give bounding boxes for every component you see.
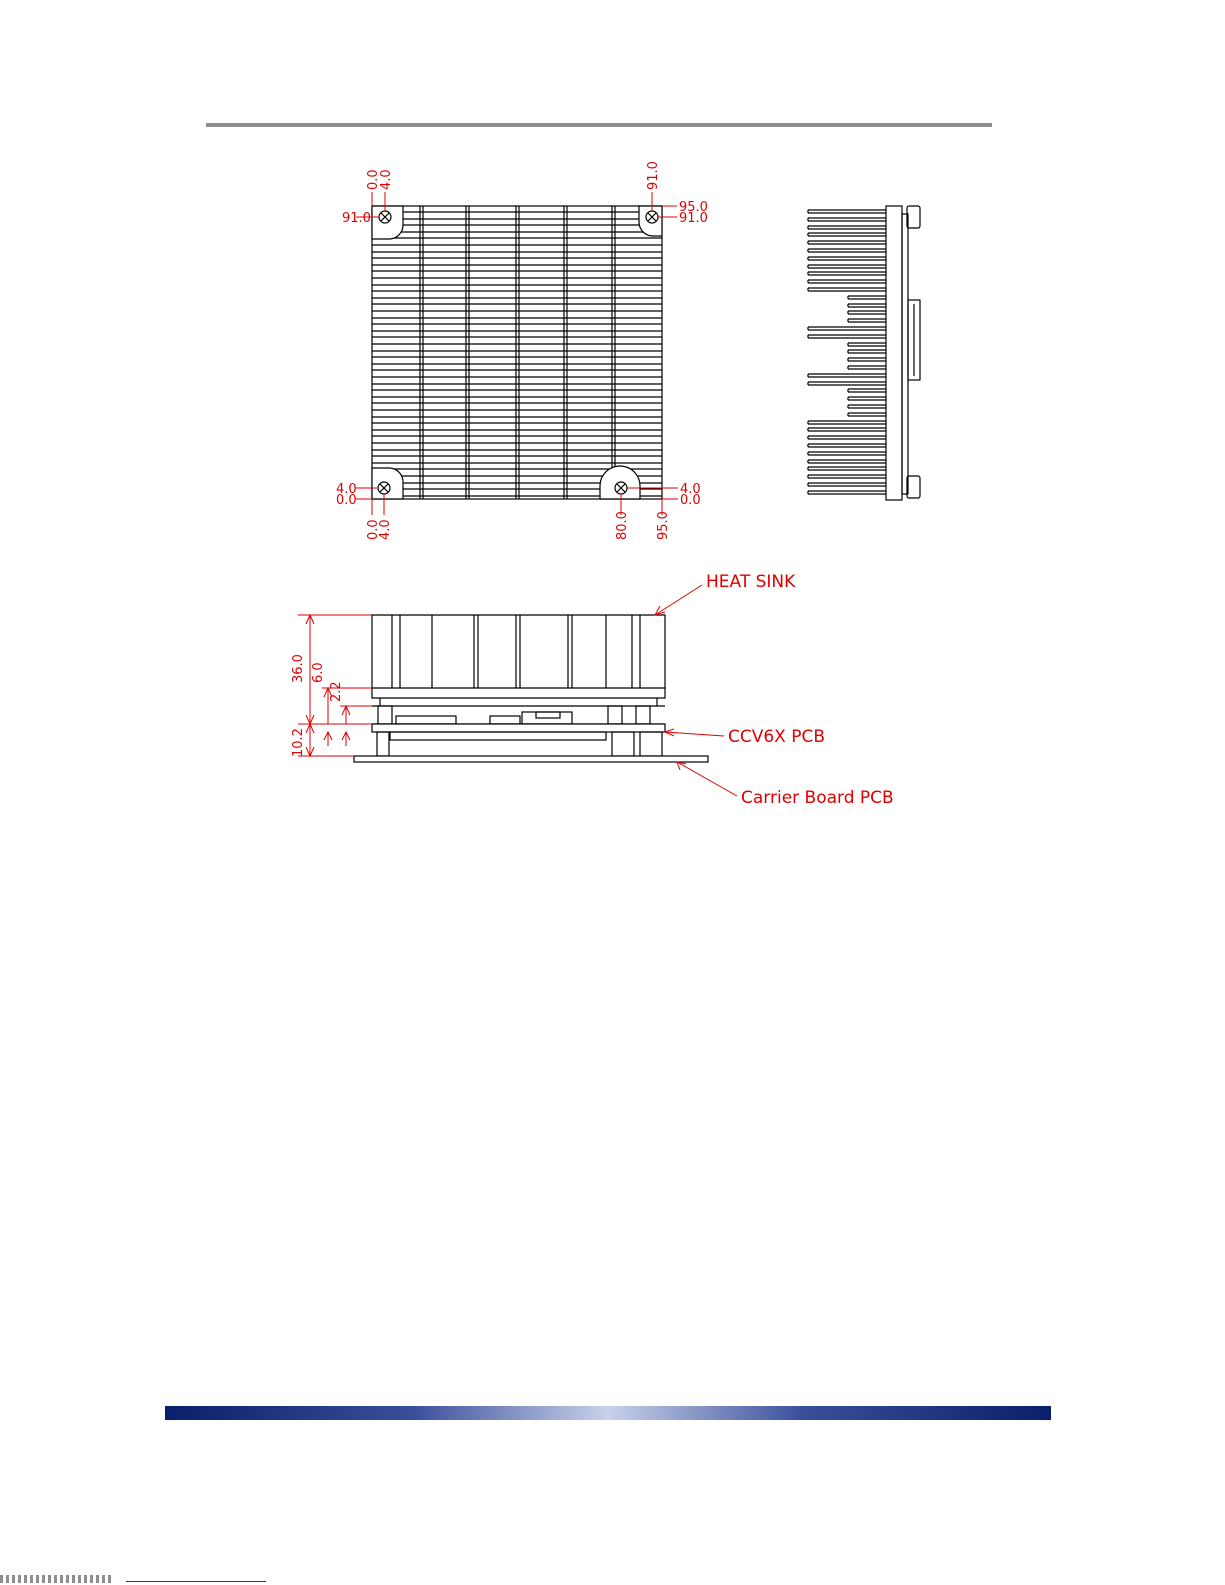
dim-label: 0.0	[680, 493, 701, 508]
top-view	[372, 206, 662, 499]
dim-label: 95.0	[656, 511, 671, 540]
dim-label: 91.0	[679, 211, 708, 226]
footer-text-fragment	[0, 1575, 112, 1583]
front-view	[354, 615, 708, 762]
boss-top-right	[639, 206, 662, 236]
dim-label: 6.0	[311, 662, 326, 683]
dim-label: 36.0	[291, 654, 306, 683]
dim-label: 4.0	[379, 169, 394, 190]
side-pcb	[902, 214, 908, 494]
dim-label: 91.0	[646, 161, 661, 190]
front-slots	[392, 615, 640, 688]
callout-heat-sink: HEAT SINK	[706, 572, 796, 592]
carrier-board-pcb	[354, 756, 708, 762]
heatsink-outline	[372, 206, 662, 499]
side-fins	[808, 210, 886, 494]
side-stud-top	[907, 206, 920, 228]
module-pcb	[372, 724, 665, 732]
dim-label: 4.0	[378, 519, 393, 540]
side-view	[808, 206, 920, 500]
callout-carrier-pcb: Carrier Board PCB	[741, 788, 894, 808]
dim-label: 0.0	[366, 519, 381, 540]
front-heatsink-outline	[372, 615, 665, 698]
dim-label: 10.2	[291, 728, 306, 757]
footer-gradient-bar	[165, 1406, 1051, 1420]
callout-module-pcb: CCV6X PCB	[728, 727, 826, 747]
front-view-dimension-lines	[298, 585, 737, 796]
rib-lines	[420, 206, 615, 499]
front-view-dimension-labels	[291, 654, 344, 757]
side-stud-bottom	[907, 476, 920, 498]
dim-label: 0.0	[366, 169, 381, 190]
side-base	[886, 206, 902, 500]
front-view-callouts	[706, 572, 894, 808]
top-view-dimension-lines	[356, 192, 678, 515]
dim-label: 95.0	[679, 200, 708, 215]
dim-label: 4.0	[336, 482, 357, 497]
fin-lines	[372, 212, 662, 496]
dim-label: 91.0	[342, 211, 371, 226]
dim-label: 0.0	[336, 493, 357, 508]
footer-fragment	[0, 1574, 270, 1585]
dim-label: 4.0	[680, 482, 701, 497]
dim-label: 80.0	[615, 511, 630, 540]
dim-label: 2.2	[329, 681, 344, 702]
footer-link-underline	[126, 1581, 266, 1582]
